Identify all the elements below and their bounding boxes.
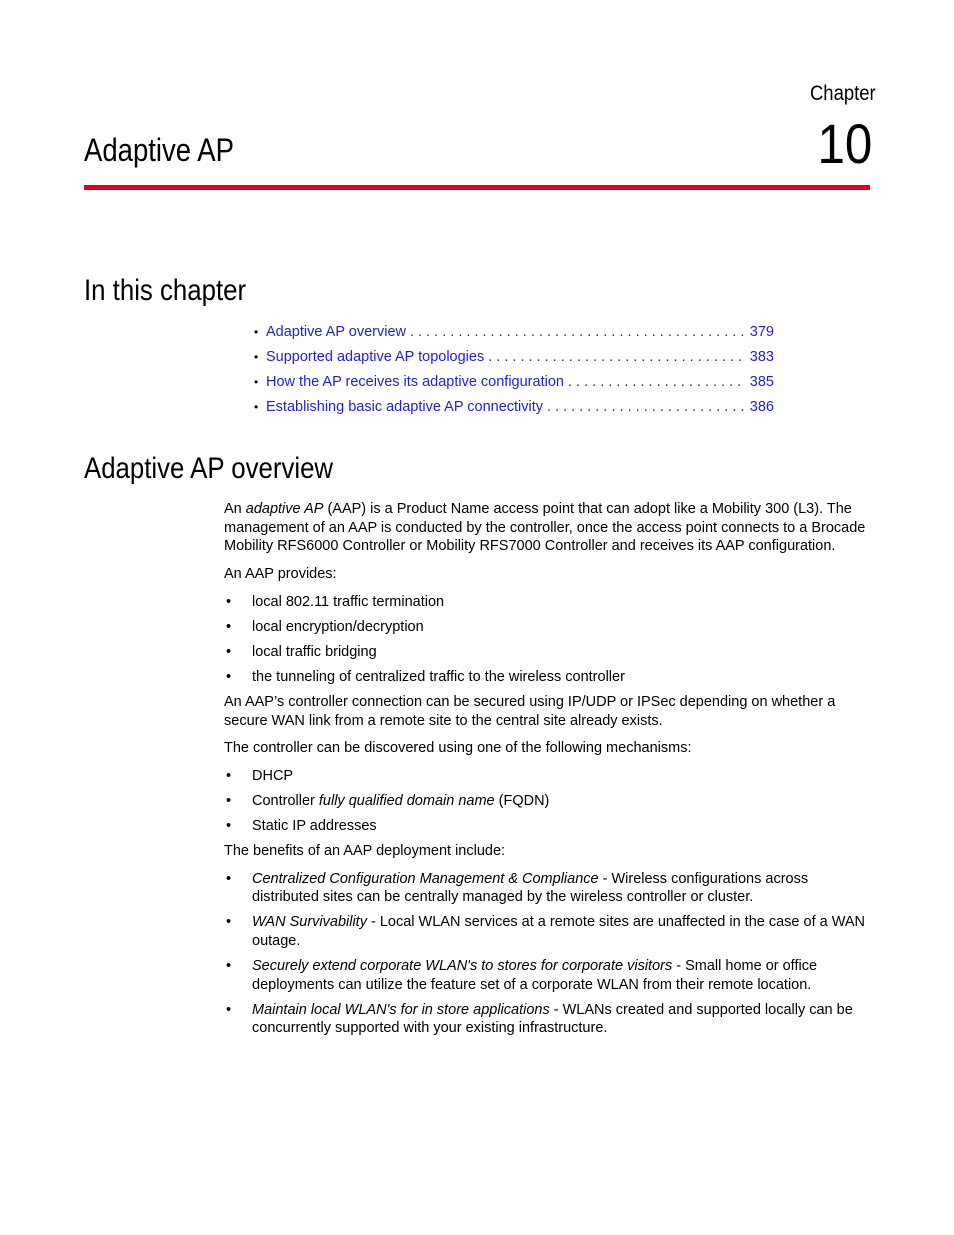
list-item: • local encryption/decryption: [226, 618, 424, 635]
bullet-icon: •: [226, 593, 232, 610]
bullet-icon: •: [254, 325, 259, 339]
chapter-label: Chapter: [810, 82, 876, 105]
list-item: • WAN Survivability - Local WLAN services at a remote sites are unaffected in the case of a WAN outage.: [226, 914, 866, 950]
benefits-lead: The benefits of an AAP deployment include:: [224, 842, 506, 859]
bullet-icon: •: [226, 792, 232, 809]
list-item: • local 802.11 traffic termination: [226, 593, 445, 610]
chapter-title: Adaptive AP: [84, 132, 234, 168]
list-item: • the tunneling of centralized traffic to the wireless controller: [226, 668, 625, 685]
toc-leader: [484, 346, 746, 368]
list-item: • Controller fully qualified domain name (FQDN): [226, 792, 550, 809]
bullet-icon: •: [226, 643, 232, 660]
bullet-icon: •: [226, 1001, 232, 1018]
toc-item[interactable]: [254, 371, 774, 396]
toc-item[interactable]: [254, 346, 774, 371]
bullet-icon: •: [226, 870, 232, 887]
list-item: • DHCP: [226, 767, 294, 784]
toc-list: [254, 321, 774, 421]
intro-paragraph: An adaptive AP (AAP) is a Product Name access point that can adopt like a Mobility 300 (L3). The management of an AAP is conducted by the controller, once the access point connects to a Brocade Mobility RFS6000 Controller or Mobility RFS7000 Controller and receives its AAP configuration.: [224, 501, 866, 555]
toc-link[interactable]: How the AP receives its adaptive configuration: [266, 374, 564, 390]
bullet-icon: •: [254, 375, 259, 389]
toc-link[interactable]: Adaptive AP overview: [266, 324, 406, 340]
toc-item[interactable]: [254, 396, 774, 421]
bullet-icon: •: [254, 400, 259, 414]
toc-item[interactable]: [254, 321, 774, 346]
toc-page[interactable]: 383: [749, 349, 774, 365]
provides-lead: An AAP provides:: [224, 566, 337, 583]
toc-leader: [406, 321, 746, 343]
toc-page[interactable]: 386: [749, 399, 774, 415]
list-item: • Centralized Configuration Management & Compliance - Wireless configurations across distributed sites can be centrally managed by the wireless controller or cluster.: [226, 870, 809, 906]
discovery-lead: The controller can be discovered using one of the following mechanisms:: [224, 740, 692, 757]
benefits-list: [224, 870, 874, 1039]
bullet-icon: •: [254, 350, 259, 364]
list-item: • local traffic bridging: [226, 643, 377, 660]
toc-leader: [564, 371, 746, 393]
bullet-icon: •: [226, 767, 232, 784]
toc-link[interactable]: Supported adaptive AP topologies: [266, 349, 485, 365]
discovery-list: [224, 767, 874, 836]
provides-list: [224, 593, 874, 687]
red-rule: [84, 185, 870, 190]
list-item: • Static IP addresses: [226, 817, 377, 834]
toc-page[interactable]: 379: [749, 324, 774, 340]
list-item: • Securely extend corporate WLAN's to stores for corporate visitors - Small home or office deployments can utilize the feature set of a corporate WLAN from their remote location.: [226, 958, 818, 993]
toc-page[interactable]: 385: [749, 374, 774, 390]
toc-leader: [543, 396, 746, 418]
toc-link[interactable]: Establishing basic adaptive AP connectivity: [266, 399, 544, 415]
bullet-icon: •: [226, 958, 232, 975]
bullet-icon: •: [226, 618, 232, 635]
section-body: [224, 500, 874, 1044]
bullet-icon: •: [226, 668, 232, 685]
list-item: • Maintain local WLAN's for in store applications - WLANs created and supported locally can be concurrently supported with your existing infrastructure.: [226, 1001, 853, 1037]
bullet-icon: •: [226, 914, 232, 931]
chapter-number: 10: [817, 112, 872, 175]
toc-heading: In this chapter: [84, 274, 247, 307]
section-heading: Adaptive AP overview: [84, 452, 334, 485]
bullet-icon: •: [226, 817, 232, 834]
security-paragraph: An AAP’s controller connection can be secured using IP/UDP or IPSec depending on whether a secure WAN link from a remote site to the central site already exists.: [224, 693, 836, 729]
